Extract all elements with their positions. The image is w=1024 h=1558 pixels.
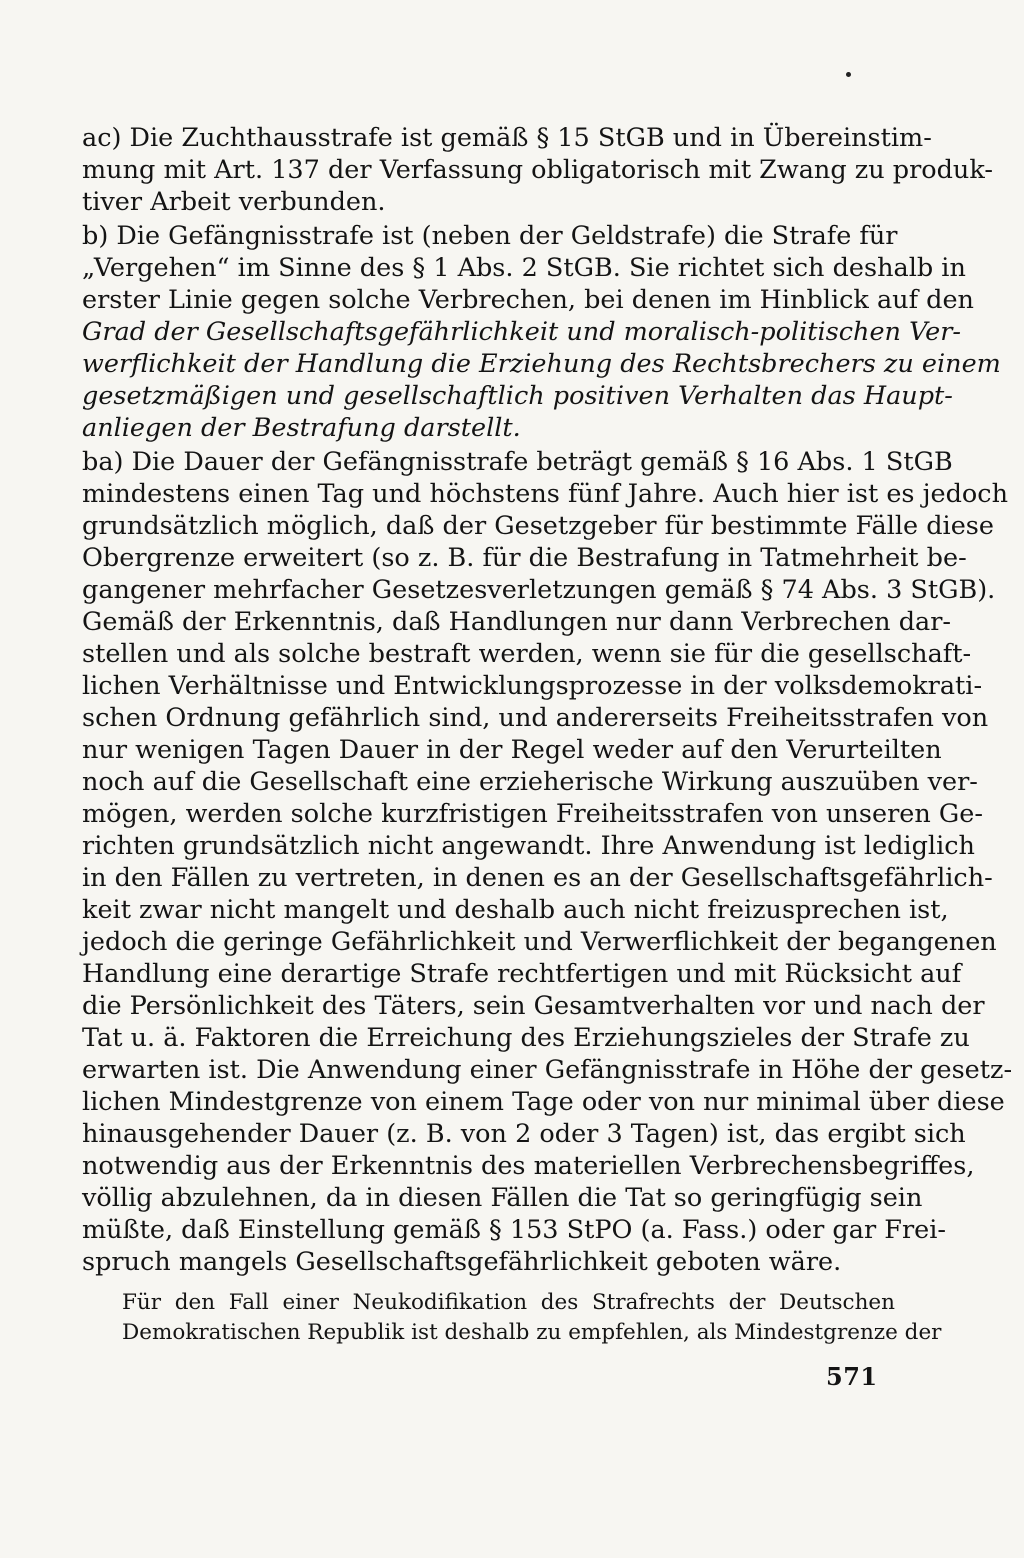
paragraph-ba [82,446,1008,606]
text-line: Handlung eine derartige Strafe rechtfertigen und mit Rücksicht auf [82,959,962,989]
text-line: noch auf die Gesellschaft eine erzieherische Wirkung auszuüben ver- [82,767,978,797]
text-line: erster Linie gegen solche Verbrechen, bei denen im Hinblick auf den [82,285,974,315]
text-line: ac) Die Zuchthausstrafe ist gemäß § 15 StGB und in Übereinstim- [82,123,932,153]
text-line: erwarten ist. Die Anwendung einer Gefängnisstrafe in Höhe der gesetz- [82,1055,1013,1085]
text-line: Grad der Gesellschaftsgefährlichkeit und moralisch-politischen Ver- [82,317,962,347]
text-line: stellen und als solche bestraft werden, wenn sie für die gesellschaft- [82,639,972,669]
text-line: völlig abzulehnen, da in diesen Fällen die Tat so geringfügig sein [82,1183,923,1213]
text-line: die Persönlichkeit des Täters, sein Gesamtverhalten vor und nach der [82,991,985,1021]
text-line: in den Fällen zu vertreten, in denen es an der Gesellschaftsgefährlich- [82,863,993,893]
text-line: Tat u. ä. Faktoren die Erreichung des Erziehungszieles der Strafe zu [82,1023,970,1053]
text-line: b) Die Gefängnisstrafe ist (neben der Geldstrafe) die Strafe für [82,221,898,251]
text-line: müßte, daß Einstellung gemäß § 153 StPO (a. Fass.) oder gar Frei- [82,1215,946,1245]
text-line: spruch mangels Gesellschaftsgefährlichkeit geboten wäre. [82,1247,842,1277]
text-line: gangener mehrfacher Gesetzesverletzungen gemäß § 74 Abs. 3 StGB). [82,575,996,605]
paragraph-small-print [122,1288,942,1348]
text-line: gesetzmäßigen und gesellschaftlich positiven Verhalten das Haupt- [82,381,953,411]
text-line: Für den Fall einer Neukodifikation des Strafrechts der Deutschen [122,1290,895,1315]
text-line: Obergrenze erweitert (so z. B. für die Bestrafung in Tatmehrheit be- [82,543,967,573]
text-line: lichen Mindestgrenze von einem Tage oder von nur minimal über diese [82,1087,1005,1117]
text-line: notwendig aus der Erkenntnis des materiellen Verbrechensbegriffes, [82,1151,975,1181]
text-line: keit zwar nicht mangelt und deshalb auch nicht freizusprechen ist, [82,895,949,925]
text-line: lichen Verhältnisse und Entwicklungsprozesse in der volksdemokrati- [82,671,983,701]
page-number: 571 [826,1362,878,1391]
paragraph-b [82,220,1001,444]
text-line: Gemäß der Erkenntnis, daß Handlungen nur dann Verbrechen dar- [82,607,952,637]
text-line: anliegen der Bestrafung darstellt. [82,413,521,443]
text-line: hinausgehender Dauer (z. B. von 2 oder 3 Tagen) ist, das ergibt sich [82,1119,966,1149]
text-line: mindestens einen Tag und höchstens fünf Jahre. Auch hier ist es jedoch [82,479,1008,509]
text-line: grundsätzlich möglich, daß der Gesetzgeber für bestimmte Fälle diese [82,511,994,541]
paragraph-ac [82,122,993,218]
text-line: richten grundsätzlich nicht angewandt. Ihre Anwendung ist lediglich [82,831,975,861]
text-line: werflichkeit der Handlung die Erziehung des Rechtsbrechers zu einem [82,349,1001,379]
text-line: schen Ordnung gefährlich sind, und andererseits Freiheitsstrafen von [82,703,989,733]
text-line: nur wenigen Tagen Dauer in der Regel weder auf den Verurteilten [82,735,942,765]
text-line: mögen, werden solche kurzfristigen Freiheitsstrafen von unseren Ge- [82,799,983,829]
text-line: mung mit Art. 137 der Verfassung obligatorisch mit Zwang zu produk- [82,155,993,185]
text-line: Demokratischen Republik ist deshalb zu empfehlen, als Mindestgrenze der [122,1320,942,1345]
text-line: jedoch die geringe Gefährlichkeit und Verwerflichkeit der begangenen [82,927,997,957]
speck-mark [846,72,851,77]
paragraph-gemaess [82,606,1013,1278]
text-line: „Vergehen“ im Sinne des § 1 Abs. 2 StGB. Sie richtet sich deshalb in [82,253,966,283]
text-line: ba) Die Dauer der Gefängnisstrafe beträgt gemäß § 16 Abs. 1 StGB [82,447,953,477]
text-line: tiver Arbeit verbunden. [82,187,386,217]
